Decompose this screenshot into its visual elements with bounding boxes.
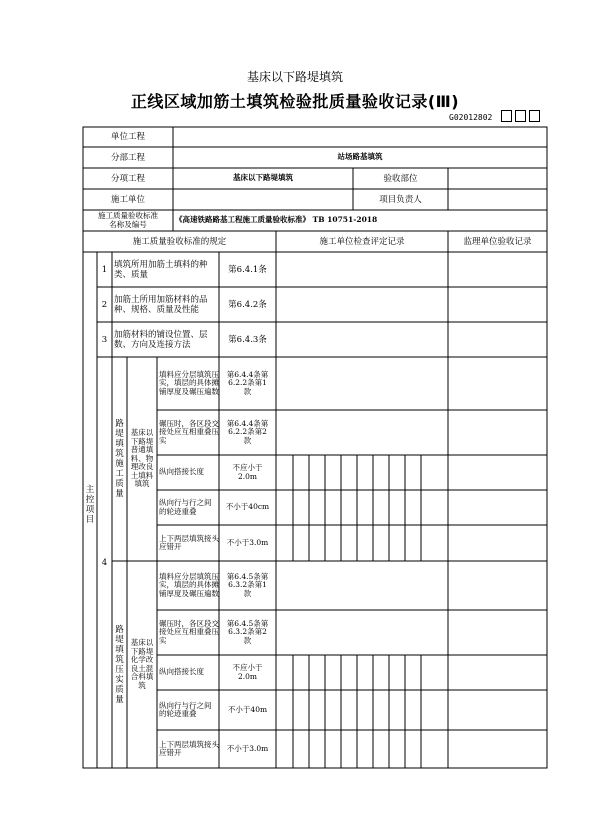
row1-clause: 第6.4.1条 (228, 264, 267, 275)
a4-supervision[interactable] (448, 490, 547, 525)
row2-no: 2 (101, 299, 108, 310)
a3-supervision[interactable] (448, 455, 547, 490)
b1-check[interactable] (276, 561, 448, 610)
col-construction-header: 施工单位检查评定记录 (319, 236, 405, 247)
sub-project-value[interactable]: 站场路基填筑 (337, 152, 383, 162)
row1-desc: 填筑所用加筋土填料的种类、质量 (114, 259, 208, 280)
page-title: 正线区域加筋土填筑检验批质量验收记录(Ⅲ) (130, 92, 460, 111)
row3-check[interactable] (276, 322, 448, 357)
b2-supervision[interactable] (448, 610, 547, 655)
a2-check[interactable] (276, 410, 448, 455)
row3-supervision[interactable] (448, 322, 547, 357)
b2-clause: 第6.4.5条第6.3.2条第2款 (226, 618, 269, 645)
item-project-label: 分项工程 (110, 173, 145, 184)
a1-clause: 第6.4.4条第6.2.2条第1款 (226, 369, 269, 396)
row3-desc: 加筋材料的铺设位置、层数、方向及连接方法 (114, 329, 208, 350)
a2-desc: 碾压时，各区段交接处应互相重叠压实 (159, 418, 219, 445)
row2-check[interactable] (276, 287, 448, 322)
b1-desc: 填料应分层填筑压实，填层的具体摊铺厚度及碾压遍数 (159, 571, 219, 598)
b3-supervision[interactable] (448, 655, 547, 690)
a1-desc: 填料应分层填筑压实，填层的具体摊铺厚度及碾压遍数 (159, 369, 219, 396)
b5-supervision[interactable] (448, 730, 547, 768)
a2-supervision[interactable] (448, 410, 547, 455)
row2-supervision[interactable] (448, 287, 547, 322)
a4-desc: 纵向行与行之间 的轮迹重叠 (159, 498, 212, 516)
form-code: G02012802 (449, 113, 493, 122)
row1-no: 1 (101, 264, 108, 275)
a3-clause: 不应小于2.0m (232, 463, 263, 481)
row1-check[interactable] (276, 252, 448, 287)
project-leader-field[interactable] (448, 189, 547, 210)
standard-value: 《高速铁路路基工程施工质量验收标准》 TB 10751-2018 (175, 215, 378, 225)
row3-no: 3 (101, 334, 108, 345)
row2-desc: 加筋土所用加筋材料的品种、规格、质量及性能 (114, 294, 208, 315)
b5-clause: 不小于3.0m (226, 743, 269, 753)
construction-unit-label: 施工单位 (110, 194, 145, 205)
sub-project-label: 分部工程 (110, 152, 145, 163)
a3-desc: 纵向搭接长度 (159, 467, 204, 477)
row4-sub-b: 基床以下路堤化学改良土混合料填筑 (130, 638, 154, 690)
a1-supervision[interactable] (448, 357, 547, 410)
row1-supervision[interactable] (448, 252, 547, 287)
b3-clause: 不应小于2.0m (232, 663, 263, 681)
construction-unit-field[interactable] (173, 189, 353, 210)
a5-clause: 不小于3.0m (226, 537, 269, 547)
b2-check[interactable] (276, 610, 448, 655)
a1-check[interactable] (276, 357, 448, 410)
row4-section-b: 路堤填筑压实质量 (115, 624, 124, 705)
a2-clause: 第6.4.4条第6.2.2条第2款 (226, 418, 269, 445)
row4-section-a: 路堤填筑施工质量 (115, 419, 124, 499)
row3-clause: 第6.4.3条 (228, 334, 267, 345)
acceptance-part-field[interactable] (448, 168, 547, 189)
row2-clause: 第6.4.2条 (228, 299, 267, 310)
b4-supervision[interactable] (448, 690, 547, 730)
b4-desc: 纵向行与行之间 的轮迹重叠 (159, 700, 212, 718)
a5-desc: 上下两层填筑接头应错开 (159, 533, 219, 551)
row4-no: 4 (101, 557, 108, 568)
pre-title: 基床以下路堤填筑 (246, 70, 343, 84)
b3-desc: 纵向搭接长度 (159, 667, 204, 677)
b5-desc: 上下两层填筑接头应错开 (159, 739, 219, 757)
b4-clause: 不小于40m (227, 704, 268, 714)
col-supervision-header: 监理单位验收记录 (463, 236, 532, 247)
a4-clause: 不小于40cm (225, 502, 270, 512)
b1-supervision[interactable] (448, 561, 547, 610)
b1-clause: 第6.4.5条第6.3.2条第1款 (226, 571, 269, 598)
acceptance-part-label: 验收部位 (383, 173, 418, 184)
col-spec-header: 施工质量验收标准的规定 (132, 236, 227, 247)
b2-desc: 碾压时，各区段交接处应互相重叠压实 (159, 618, 219, 645)
project-leader-label: 项目负责人 (379, 194, 422, 205)
item-project-value[interactable]: 基床以下路堤填筑 (233, 173, 293, 183)
a5-supervision[interactable] (448, 525, 547, 561)
unit-project-field[interactable] (173, 127, 547, 147)
unit-project-label: 单位工程 (110, 132, 145, 142)
row4-sub-a: 基床以下路堤普通填料、物理改良土填料填筑 (130, 428, 154, 489)
standard-label: 施工质量验收标准名称及编号 (98, 211, 158, 229)
group-label-main-control: 主控项目 (85, 485, 95, 525)
